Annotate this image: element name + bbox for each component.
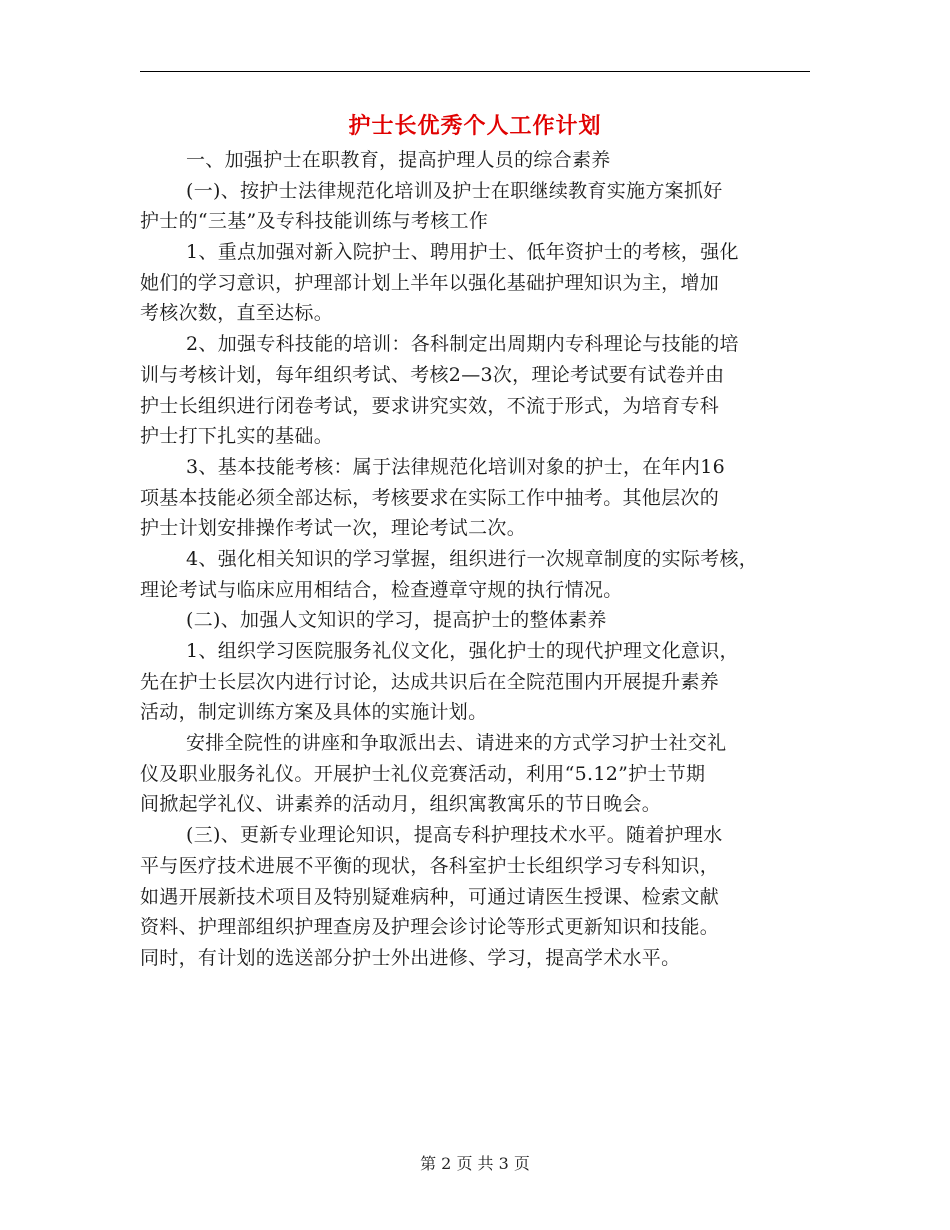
text-line: 一、加强护士在职教育，提高护理人员的综合素养: [186, 149, 611, 171]
text-line: 4、强化相关知识的学习掌握，组织进行一次规章制度的实际考核，: [186, 547, 759, 570]
text-line: (三)、更新专业理论知识，提高专科护理技术水平。随着护理水: [186, 824, 723, 847]
document-body: [140, 145, 830, 974]
text-line: 护士的“三基”及专科技能训练与考核工作: [140, 210, 489, 233]
text-line: 活动，制定训练方案及具体的实施计划。: [140, 701, 488, 724]
text-line: 同时，有计划的选送部分护士外出进修、学习，提高学术水平。: [140, 946, 681, 969]
text-line: 仪及职业服务礼仪。开展护士礼仪竞赛活动，利用“5.12”护士节期: [140, 762, 706, 785]
text-line: 护士长组织进行闭卷考试，要求讲究实效，不流于形式，为培育专科: [140, 394, 720, 417]
page-number-footer: 第 2 页 共 3 页: [420, 1154, 530, 1173]
text-line: 2、加强专科技能的培训：各科制定出周期内专科理论与技能的培: [186, 333, 739, 356]
text-line: (二)、加强人文知识的学习，提高护士的整体素养: [186, 609, 607, 632]
text-line: 理论考试与临床应用相结合，检查遵章守规的执行情况。: [140, 578, 623, 601]
text-line: 平与医疗技术进展不平衡的现状，各科室护士长组织学习专科知识，: [140, 854, 720, 877]
text-line: 间掀起学礼仪、讲素养的活动月，组织寓教寓乐的节日晚会。: [140, 793, 662, 816]
text-line: (一)、按护士法律规范化培训及护士在职继续教育实施方案抓好: [186, 179, 723, 202]
text-line: 项基本技能必须全部达标，考核要求在实际工作中抽考。其他层次的: [140, 486, 720, 509]
text-line: 1、组织学习医院服务礼仪文化，强化护士的现代护理文化意识，: [186, 640, 739, 662]
text-line: 护士打下扎实的基础。: [140, 425, 334, 448]
header-rule: [140, 71, 810, 72]
text-line: 3、基本技能考核：属于法律规范化培训对象的护士，在年内16: [186, 455, 725, 478]
text-line: 考核次数，直至达标。: [140, 302, 334, 325]
text-line: 安排全院性的讲座和争取派出去、请进来的方式学习护士社交礼: [186, 732, 727, 755]
text-line: 训与考核计划，每年组织考试、考核2—3次，理论考试要有试卷并由: [140, 363, 725, 386]
text-line: 1、重点加强对新入院护士、聘用护士、低年资护士的考核，强化: [186, 241, 739, 264]
text-line: 她们的学习意识，护理部计划上半年以强化基础护理知识为主，增加: [140, 271, 720, 294]
text-line: 如遇开展新技术项目及特别疑难病种，可通过请医生授课、检索文献: [140, 885, 720, 908]
text-line: 护士计划安排操作考试一次，理论考试二次。: [140, 517, 527, 540]
text-line: 资料、护理部组织护理查房及护理会诊讨论等形式更新知识和技能。: [140, 916, 720, 939]
text-line: 先在护士长层次内进行讨论，达成共识后在全院范围内开展提升素养: [140, 670, 720, 693]
page-title: 护士长优秀个人工作计划: [348, 113, 602, 139]
